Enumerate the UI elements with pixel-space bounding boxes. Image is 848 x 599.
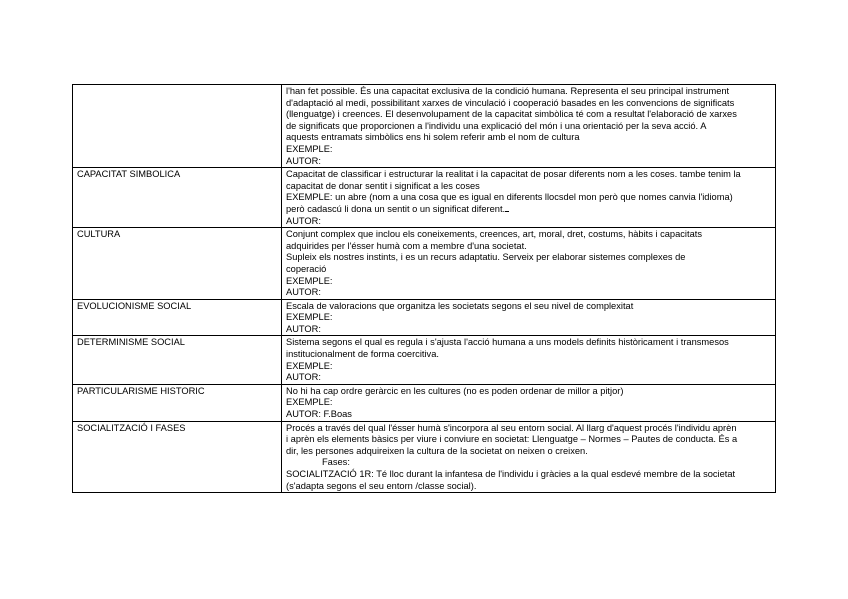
definition-line: i aprèn els elements bàsics per viure i conviure en societat: Llenguatge – Normes – Pautes de conducta. És a: [286, 434, 738, 445]
table-row: [73, 228, 776, 300]
author-label: AUTOR: F.Boas: [286, 409, 352, 420]
term-cell: EVOLUCIONISME SOCIAL: [73, 299, 282, 336]
author-label: AUTOR:: [286, 287, 321, 298]
example-label: EXEMPLE: un abre (nom a una cosa que es igual en diferents llocsdel mon però que nomes canvia l'idioma): [286, 192, 733, 203]
table-row: [73, 168, 776, 228]
example-label: EXEMPLE:: [286, 397, 333, 408]
definition-line: aquests entramats simbòlics ens hi solem referir amb el nom de cultura: [286, 132, 580, 143]
definition-line: dir, les persones adquireixen la cultura de la societat on neixen o creixen.: [286, 445, 588, 456]
definition-line: institucionalment de forma coercitiva.: [286, 349, 439, 360]
definition-line: Supleix els nostres instints, i es un recurs adaptatiu. Serveix per elaborar sistemes complexes de: [286, 252, 686, 263]
example-label: EXEMPLE:: [286, 143, 333, 154]
definition-line: [286, 204, 771, 216]
definition-line: Escala de valoracions que organitza les societats segons el seu nivel de complexitat: [286, 300, 634, 311]
term-cell: DETERMINISME SOCIAL: [73, 336, 282, 384]
definition-line: l'han fet possible. És una capacitat exclusiva de la condició humana. Representa el seu principal instrument: [286, 86, 730, 96]
definition-line: de significats que proporcionen a l'individu una explicació del món i una orientació per la seva acció. A: [286, 120, 707, 131]
author-label: AUTOR:: [286, 155, 321, 166]
definition-line: Conjunt complex que inclou els coneixements, creences, art, moral, dret, costums, hàbits i capacitats: [286, 229, 702, 240]
author-label: AUTOR:: [286, 372, 321, 383]
definition-line: capacitat de donar sentit i significat a les coses: [286, 180, 480, 191]
definition-cell: [282, 228, 776, 300]
author-label: AUTOR:: [286, 215, 321, 226]
definition-line: (s'adapta segons el seu entorn /classe social).: [286, 480, 477, 491]
example-label: EXEMPLE:: [286, 360, 333, 371]
term-cell: SOCIALITZACIÓ I FASES: [73, 421, 282, 493]
definition-text: però cadascú li dona un sentit o un significat diferent.: [286, 203, 506, 214]
definition-cell: [282, 299, 776, 336]
definition-line: (llenguatge) i creences. El desenvolupament de la capacitat simbòlica té com a resultat l'elaboració de xarxes: [286, 109, 737, 120]
definition-line: Capacitat de classificar i estructurar la realitat i la capacitat de posar diferents nom a les coses. tambe tenim la: [286, 169, 741, 180]
term-cell: PARTICULARISME HISTORIC: [73, 384, 282, 421]
term-cell: CULTURA: [73, 228, 282, 300]
definition-line: Procés a través del qual l'ésser humà s'incorpora al seu entorn social. Al llarg d'aquest procés l'individu aprèn: [286, 422, 737, 433]
definition-line: d'adaptació al medi, possibilitant xarxes de vinculació i cooperació basades en les convencions de significats: [286, 97, 735, 108]
table-row: [73, 299, 776, 336]
table-row: [73, 336, 776, 384]
table-row: [73, 85, 776, 168]
glossary-table: [72, 84, 776, 493]
table-row: [73, 384, 776, 421]
definition-line: No hi ha cap ordre geràrcic en les cultures (no es poden ordenar de millor a pitjor): [286, 385, 624, 396]
term-cell: [73, 85, 282, 168]
definition-line: Sistema segons el qual es regula i s'ajusta l'acció humana a uns models definits històricament i transmesos: [286, 337, 729, 348]
author-label: AUTOR:: [286, 323, 321, 334]
example-label: EXEMPLE:: [286, 312, 333, 323]
definition-cell: [282, 384, 776, 421]
definition-cell: [282, 421, 776, 493]
definition-cell: [282, 336, 776, 384]
definition-cell: [282, 85, 776, 168]
definition-cell: [282, 168, 776, 228]
table-row: [73, 421, 776, 493]
definition-line: adquirides per l'ésser humà com a membre d'una societat.: [286, 240, 527, 251]
term-cell: CAPACITAT SIMBOLICA: [73, 168, 282, 228]
phases-label: Fases:: [322, 457, 350, 468]
definition-line: SOCIALITZACIÓ 1R: Té lloc durant la infantesa de l'individu i gràcies a la qual esdevé membre de la societat: [286, 469, 736, 479]
underline-mark: [505, 205, 509, 212]
definition-line: coperació: [286, 263, 327, 274]
example-label: EXEMPLE:: [286, 275, 333, 286]
